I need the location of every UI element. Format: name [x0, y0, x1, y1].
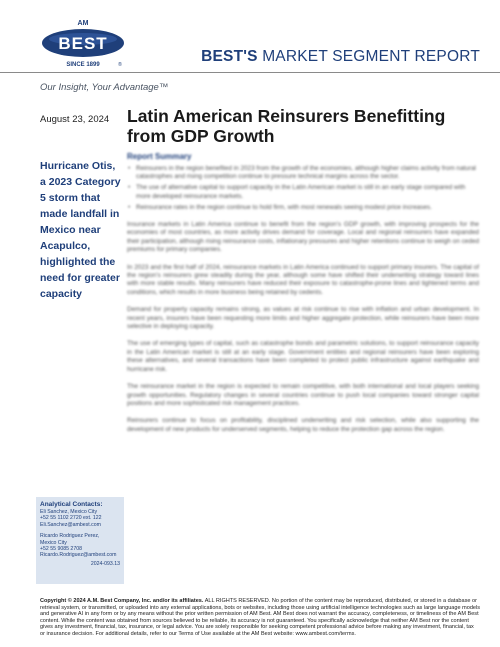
- copyright-text: ALL RIGHTS RESERVED. No portion of the content may be reproduced, distributed, or stored in a database or retrieval system, or transmitted, or uploaded into any external applications, bots or websites, including those using artificial intelligence technologies such as large language models and generative AI in any form or by any means without the prior written permission of AM Best. AM Best does not warrant the accuracy, completeness, or timeliness of the AM Best content. While the content was obtained from sources believed to be reliable, its accuracy is not guaranteed. You specifically acknowledge that neither AM Best nor the content gives any investment, financial, tax, insurance, or legal advice. You are solely responsible for seeking competent professional advice before making any investment, financial, tax or insurance decision. For additional details, refer to our Terms of Use available at the AM Best website: www.ambest.com/terms.: [40, 598, 480, 637]
- report-date: August 23, 2024: [40, 114, 110, 125]
- body-paragraph: Insurance markets in Latin America continue to benefit from the region's GDP growth, with improving prospects for the economies of most countries, as more activity drives demand for coverage. Local and regional reinsurers have expanded their participation, although rising reinsurance costs, inflationary pressures and higher retentions continue to weigh on ceded premiums for primary companies.: [127, 221, 479, 254]
- logo-am-text: AM: [77, 20, 89, 27]
- summary-bullets: [127, 165, 479, 212]
- summary-bullet: • The use of alternative capital to support capacity in the Latin American market is still in an early stage compared with more developed reinsurance markets.: [127, 184, 479, 200]
- tagline: Our Insight, Your Advantage™: [40, 82, 169, 93]
- contacts-title: Analytical Contacts:: [40, 501, 103, 508]
- report-title: [170, 48, 480, 66]
- copyright-lead: Copyright © 2024 A.M. Best Company, Inc. and/or its affiliates.: [40, 598, 204, 604]
- report-title-type: MARKET SEGMENT REPORT: [257, 48, 480, 65]
- contact-phone: +52 55 1102 2720 ext. 122: [40, 515, 102, 522]
- logo-registered-mark: ®: [118, 62, 122, 68]
- contact-email[interactable]: Ricardo.Rodriguez@ambest.com: [40, 552, 117, 559]
- summary-bullet: • Reinsurers in the region benefited in 2023 from the growth of the economies, although higher claims activity from natural catastrophes and rising competition continue to pressure technical margins across the sector.: [127, 165, 479, 181]
- report-title-brand: BEST'S: [201, 48, 258, 65]
- body-paragraph: The reinsurance market in the region is expected to remain competitive, with both international and local players seeking growth opportunities. Regulatory changes in several countries continue to push local companies toward stronger capital positions and more sophisticated risk management practices.: [127, 383, 479, 407]
- contact-email[interactable]: Eli.Sanchez@ambest.com: [40, 521, 101, 528]
- body-paragraph: In 2023 and the first half of 2024, reinsurance markets in Latin America continued to support primary insurers. The capital of the region's reinsurers grew steadily during the year, although some have shifted their underwriting strategy toward lines with more stable results. Many reinsurers have reduced their exposure to catastrophe-prone lines and tightened terms and conditions, which results in more business being retained by cedents.: [127, 263, 479, 296]
- contact-phone: +52 55 9085 2708: [40, 546, 82, 553]
- pull-quote: Hurricane Otis, a 2023 Category 5 storm that made landfall in Mexico near Acapulco, highlighted the need for greater capacity: [40, 160, 121, 300]
- summary-bullet: • Reinsurance rates in the region continue to hold firm, with most renewals seeing modest price increases.: [127, 204, 479, 212]
- logo-best-text: BEST: [58, 34, 108, 53]
- body-paragraph: Demand for property capacity remains strong, as values at risk continue to rise with inflation and urban development. In recent years, insurers have been requesting more limits and higher aggregate protection, while reinsurers have been more selective in deploying capacity.: [127, 306, 479, 331]
- contact-name: Ricardo Rodriguez Perez,: [40, 533, 100, 540]
- body-paragraph: Reinsurers continue to focus on profitability, disciplined underwriting and risk selection, while also supporting the development of new products for underserved segments, helping to reduce the protection gap across the region.: [127, 417, 479, 433]
- headline: Latin American Reinsurers Benefitting from GDP Growth: [127, 106, 446, 146]
- logo-since-text: SINCE 1899: [66, 62, 100, 68]
- analytical-contacts-box: [36, 497, 124, 584]
- header-divider: [0, 72, 500, 73]
- document-number: 2024-093.13: [90, 560, 120, 567]
- report-body: [127, 152, 479, 642]
- contact-city: Mexico City: [40, 539, 67, 546]
- body-subhead: Report Summary: [127, 152, 192, 161]
- am-best-logo: [40, 16, 126, 74]
- body-paragraph: The use of emerging types of capital, such as catastrophe bonds and parametric solutions, to support reinsurance capacity in the Latin American market is still at an early stage. Government entities and regional reinsurers have been exploring these alternatives, and several transactions have been completed to protect public infrastructure against earthquake and hurricane risk.: [127, 340, 479, 373]
- contact-name: Eli Sanchez, Mexico City: [40, 509, 98, 515]
- copyright-notice: [40, 598, 480, 638]
